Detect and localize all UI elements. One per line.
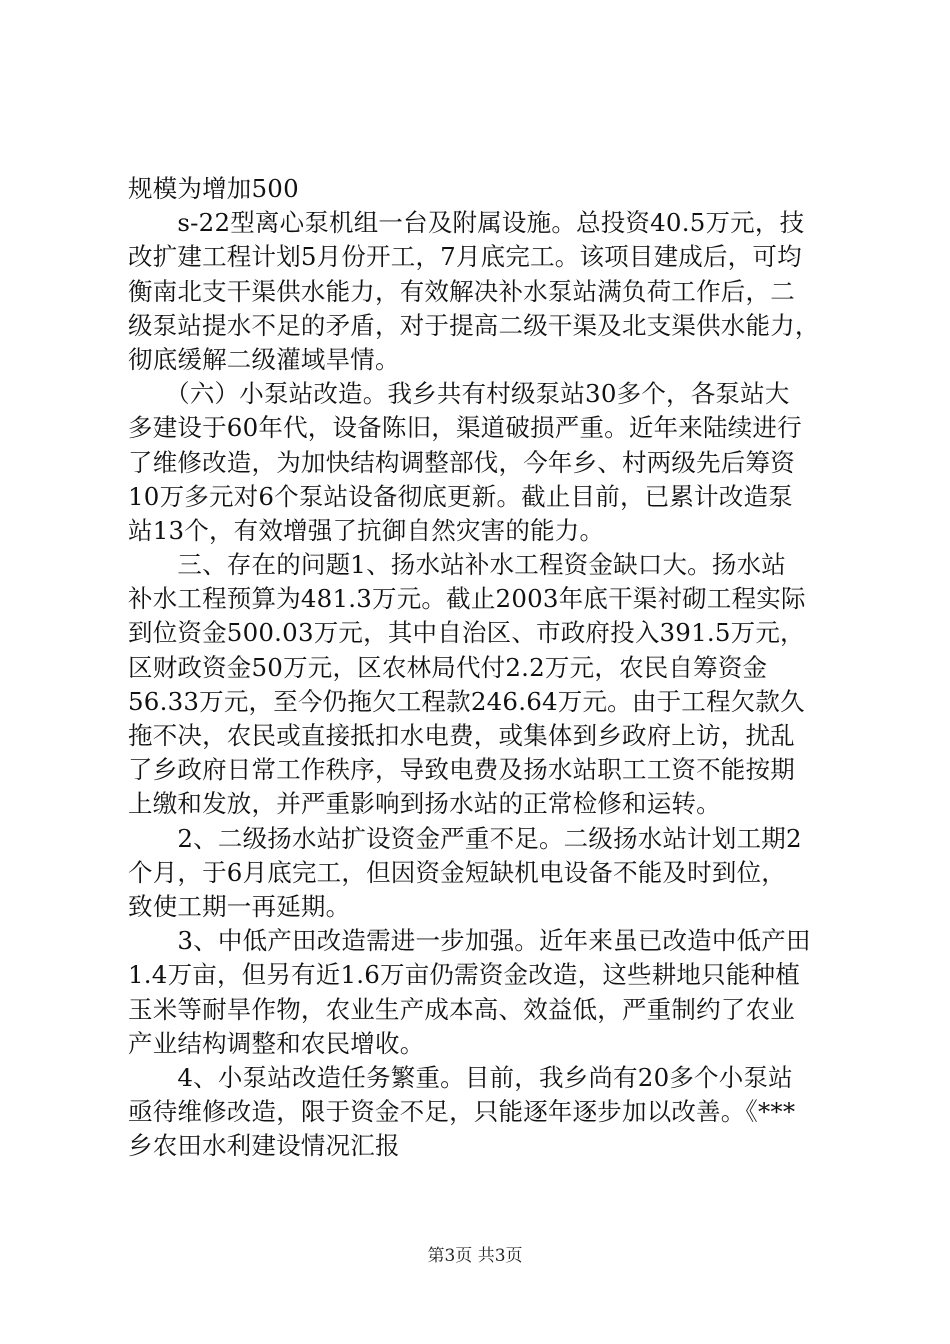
text-line: 4、小泵站改造任务繁重。目前，我乡尚有20多个小泵站 — [128, 1062, 793, 1092]
text-line: s-22型离心泵机组一台及附属设施。总投资40.5万元，技 — [128, 208, 805, 238]
text-line: 了乡政府日常工作秩序，导致电费及扬水站职工工资不能按期 — [128, 755, 795, 785]
text-line: 到位资金500.03万元，其中自治区、市政府投入391.5万元， — [128, 618, 805, 648]
text-line: 10万多元对6个泵站设备彻底更新。截止目前，已累计改造泵 — [128, 481, 793, 511]
text-line: 改扩建工程计划5月份开工，7月底完工。该项目建成后，可均 — [128, 242, 802, 272]
text-line: 了维修改造，为加快结构调整部伐，今年乡、村两级先后筹资 — [128, 447, 795, 477]
text-line: 2、二级扬水站扩设资金严重不足。二级扬水站计划工期2 — [128, 823, 802, 853]
text-line: 三、存在的问题1、扬水站补水工程资金缺口大。扬水站 — [128, 550, 786, 580]
text-line: 规模为增加500 — [128, 174, 299, 203]
text-line: 1.4万亩，但另有近1.6万亩仍需资金改造，这些耕地只能种植 — [128, 960, 800, 990]
text-line: 站13个，有效增强了抗御自然灾害的能力。 — [128, 515, 605, 545]
text-line: 补水工程预算为481.3万元。截止2003年底干渠衬砌工程实际 — [128, 584, 806, 614]
text-line: 3、中低产田改造需进一步加强。近年来虽已改造中低产田 — [128, 926, 811, 956]
text-line: 乡农田水利建设情况汇报 — [128, 1131, 400, 1161]
text-line: （六）小泵站改造。我乡共有村级泵站30多个，各泵站大 — [128, 379, 790, 409]
text-line: 级泵站提水不足的矛盾，对于提高二级干渠及北支渠供水能力， — [128, 310, 820, 340]
text-line: 56.33万元，至今仍拖欠工程款246.64万元。由于工程欠款久 — [128, 686, 805, 716]
text-line: 多建设于60年代，设备陈旧，渠道破损严重。近年来陆续进行 — [128, 413, 802, 443]
document-body — [128, 172, 843, 1163]
text-line: 致使工期一再延期。 — [128, 891, 351, 921]
text-line: 玉米等耐旱作物，农业生产成本高、效益低，严重制约了农业 — [128, 994, 795, 1024]
text-line: 产业结构调整和农民增收。 — [128, 1028, 425, 1058]
text-line: 彻底缓解二级灌域旱情。 — [128, 344, 400, 374]
page-number-footer: 第3页 共3页 — [427, 1246, 523, 1266]
text-line: 上缴和发放，并严重影响到扬水站的正常检修和运转。 — [128, 789, 721, 819]
text-line: 区财政资金50万元，区农林局代付2.2万元，农民自筹资金 — [128, 652, 768, 682]
text-line: 拖不决，农民或直接抵扣水电费，或集体到乡政府上访，扰乱 — [128, 721, 795, 750]
text-line: 亟待维修改造，限于资金不足，只能逐年逐步加以改善。《*** — [128, 1097, 796, 1127]
text-line: 衡南北支干渠供水能力，有效解决补水泵站满负荷工作后，二 — [128, 276, 795, 306]
text-line: 个月，于6月底完工，但因资金短缺机电设备不能及时到位， — [128, 857, 786, 887]
